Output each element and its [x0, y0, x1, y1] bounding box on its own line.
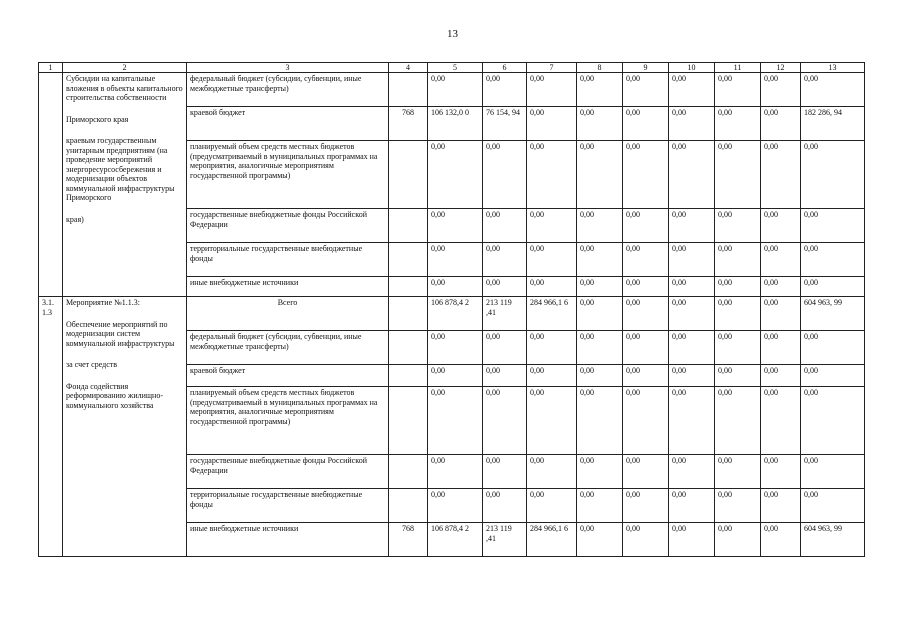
- column-number-13: 13: [801, 63, 865, 73]
- amount-cell: 0,00: [715, 331, 761, 365]
- amount-cell: 0,00: [761, 523, 801, 557]
- description-line: Приморского края: [66, 114, 129, 124]
- amount-cell: 0,00: [623, 277, 669, 297]
- amount-cell: 0,00: [761, 455, 801, 489]
- column-number-1: 1: [39, 63, 63, 73]
- amount-cell: 0,00: [669, 73, 715, 107]
- column-number-3: 3: [187, 63, 389, 73]
- amount-cell: 0,00: [761, 331, 801, 365]
- amount-cell: 0,00: [623, 331, 669, 365]
- amount-cell: 0,00: [577, 365, 623, 387]
- amount-cell: 0,00: [527, 107, 577, 141]
- amount-cell: 0,00: [428, 141, 483, 209]
- amount-cell: 0,00: [577, 107, 623, 141]
- amount-cell: 0,00: [428, 73, 483, 107]
- column-number-6: 6: [483, 63, 527, 73]
- amount-cell: 0,00: [669, 107, 715, 141]
- budget-code: [389, 209, 428, 243]
- amount-cell: 106 878,4 2: [428, 523, 483, 557]
- column-number-4: 4: [389, 63, 428, 73]
- funding-source: краевой бюджет: [187, 365, 389, 387]
- amount-cell: 0,00: [428, 455, 483, 489]
- table-row: [39, 297, 865, 331]
- amount-cell: 0,00: [801, 141, 865, 209]
- budget-code: [389, 387, 428, 455]
- funding-source: государственные внебюджетные фонды Российской Федерации: [187, 209, 389, 243]
- amount-cell: 0,00: [527, 489, 577, 523]
- amount-cell: 0,00: [577, 297, 623, 331]
- amount-cell: 0,00: [428, 277, 483, 297]
- amount-cell: 0,00: [669, 387, 715, 455]
- amount-cell: 106 132,0 0: [428, 107, 483, 141]
- amount-cell: 0,00: [801, 331, 865, 365]
- funding-source: краевой бюджет: [187, 107, 389, 141]
- amount-cell: 76 154, 94: [483, 107, 527, 141]
- amount-cell: 0,00: [715, 489, 761, 523]
- funding-source: планируемый объем средств местных бюджетов (предусматриваемый в муниципальных программах на мероприятия, аналогичные мероприятиям государственной программы): [187, 141, 389, 209]
- amount-cell: 0,00: [623, 209, 669, 243]
- amount-cell: 0,00: [669, 365, 715, 387]
- amount-cell: 0,00: [483, 243, 527, 277]
- funding-source: иные внебюджетные источники: [187, 277, 389, 297]
- amount-cell: 0,00: [761, 209, 801, 243]
- amount-cell: 0,00: [715, 455, 761, 489]
- budget-code: [389, 243, 428, 277]
- item-description: [63, 297, 187, 557]
- amount-cell: 0,00: [623, 107, 669, 141]
- description-line: Субсидии на капитальные вложения в объекты капитального строительства собственности: [66, 74, 183, 102]
- amount-cell: 0,00: [483, 73, 527, 107]
- budget-code: [389, 489, 428, 523]
- amount-cell: 0,00: [801, 365, 865, 387]
- amount-cell: 0,00: [715, 107, 761, 141]
- column-number-9: 9: [623, 63, 669, 73]
- amount-cell: 0,00: [428, 365, 483, 387]
- amount-cell: 0,00: [715, 73, 761, 107]
- amount-cell: 0,00: [483, 209, 527, 243]
- amount-cell: 0,00: [483, 489, 527, 523]
- amount-cell: 0,00: [527, 141, 577, 209]
- amount-cell: 284 966,1 6: [527, 523, 577, 557]
- funding-source: федеральный бюджет (субсидии, субвенции, иные межбюджетные трансферты): [187, 331, 389, 365]
- amount-cell: 0,00: [577, 73, 623, 107]
- description-line: за счет средств: [66, 360, 118, 369]
- amount-cell: 284 966,1 6: [527, 297, 577, 331]
- amount-cell: 0,00: [527, 73, 577, 107]
- amount-cell: 0,00: [527, 209, 577, 243]
- amount-cell: 0,00: [761, 365, 801, 387]
- amount-cell: 0,00: [483, 141, 527, 209]
- description-line: краевым государственным унитарным предприятиям (на проведение мероприятий энергоресурсосбережения и модернизации объектов коммунальной инфраструктуры Приморского: [66, 136, 175, 202]
- item-number: 3.1. 1.3: [39, 297, 63, 557]
- amount-cell: 0,00: [715, 141, 761, 209]
- amount-cell: 0,00: [428, 209, 483, 243]
- amount-cell: 0,00: [669, 277, 715, 297]
- column-number-12: 12: [761, 63, 801, 73]
- amount-cell: 0,00: [761, 387, 801, 455]
- budget-code: [389, 365, 428, 387]
- description-line: Обеспечение мероприятий по модернизации систем коммунальной инфраструктуры: [66, 319, 175, 348]
- amount-cell: 0,00: [577, 277, 623, 297]
- amount-cell: 0,00: [801, 489, 865, 523]
- column-number-8: 8: [577, 63, 623, 73]
- column-number-5: 5: [428, 63, 483, 73]
- amount-cell: 0,00: [761, 73, 801, 107]
- amount-cell: 0,00: [483, 387, 527, 455]
- amount-cell: 0,00: [577, 141, 623, 209]
- amount-cell: 0,00: [715, 523, 761, 557]
- amount-cell: 0,00: [801, 73, 865, 107]
- budget-code: [389, 331, 428, 365]
- amount-cell: 0,00: [623, 455, 669, 489]
- budget-code: [389, 277, 428, 297]
- amount-cell: 0,00: [428, 331, 483, 365]
- amount-cell: 182 286, 94: [801, 107, 865, 141]
- description-line: Мероприятие №1.1.3:: [66, 298, 140, 307]
- amount-cell: 0,00: [715, 387, 761, 455]
- item-number: [39, 73, 63, 297]
- funding-source: территориальные государственные внебюджетные фонды: [187, 489, 389, 523]
- budget-code: [389, 141, 428, 209]
- budget-code: [389, 297, 428, 331]
- amount-cell: 0,00: [428, 387, 483, 455]
- amount-cell: 0,00: [801, 277, 865, 297]
- amount-cell: 0,00: [715, 297, 761, 331]
- amount-cell: 0,00: [577, 489, 623, 523]
- amount-cell: 0,00: [623, 489, 669, 523]
- description-line: края): [66, 214, 84, 224]
- amount-cell: 0,00: [623, 141, 669, 209]
- amount-cell: 213 119 ,41: [483, 297, 527, 331]
- budget-code: 768: [389, 523, 428, 557]
- amount-cell: 0,00: [715, 365, 761, 387]
- amount-cell: 0,00: [527, 277, 577, 297]
- funding-source: Всего: [187, 297, 389, 331]
- amount-cell: 0,00: [761, 277, 801, 297]
- column-number-row: [39, 63, 865, 73]
- amount-cell: 0,00: [669, 523, 715, 557]
- funding-source: планируемый объем средств местных бюджетов (предусматриваемый в муниципальных программах на мероприятия, аналогичные мероприятиям государственной программы): [187, 387, 389, 455]
- amount-cell: 0,00: [527, 331, 577, 365]
- amount-cell: 0,00: [801, 209, 865, 243]
- amount-cell: 0,00: [669, 209, 715, 243]
- amount-cell: 0,00: [527, 365, 577, 387]
- amount-cell: 0,00: [483, 277, 527, 297]
- amount-cell: 0,00: [483, 455, 527, 489]
- amount-cell: 0,00: [669, 243, 715, 277]
- amount-cell: 0,00: [577, 455, 623, 489]
- amount-cell: 213 119 ,41: [483, 523, 527, 557]
- description-line: Фонда содействия реформированию жилищно-коммунального хозяйства: [66, 381, 164, 410]
- funding-source: федеральный бюджет (субсидии, субвенции, иные межбюджетные трансферты): [187, 73, 389, 107]
- amount-cell: 0,00: [577, 243, 623, 277]
- amount-cell: 0,00: [761, 297, 801, 331]
- amount-cell: 0,00: [623, 297, 669, 331]
- amount-cell: 0,00: [761, 107, 801, 141]
- amount-cell: 0,00: [761, 243, 801, 277]
- amount-cell: 0,00: [527, 387, 577, 455]
- funding-source: государственные внебюджетные фонды Российской Федерации: [187, 455, 389, 489]
- budget-table: [38, 62, 865, 557]
- funding-source: территориальные государственные внебюджетные фонды: [187, 243, 389, 277]
- budget-code: 768: [389, 107, 428, 141]
- amount-cell: 604 963, 99: [801, 523, 865, 557]
- amount-cell: 0,00: [527, 455, 577, 489]
- amount-cell: 0,00: [801, 455, 865, 489]
- amount-cell: 604 963, 99: [801, 297, 865, 331]
- amount-cell: 0,00: [623, 523, 669, 557]
- column-number-2: 2: [63, 63, 187, 73]
- budget-code: [389, 73, 428, 107]
- item-description: [63, 73, 187, 297]
- amount-cell: 106 878,4 2: [428, 297, 483, 331]
- column-number-10: 10: [669, 63, 715, 73]
- funding-source: иные внебюджетные источники: [187, 523, 389, 557]
- amount-cell: 0,00: [428, 243, 483, 277]
- amount-cell: 0,00: [669, 141, 715, 209]
- amount-cell: 0,00: [669, 489, 715, 523]
- amount-cell: 0,00: [715, 209, 761, 243]
- amount-cell: 0,00: [527, 243, 577, 277]
- amount-cell: 0,00: [428, 489, 483, 523]
- amount-cell: 0,00: [623, 387, 669, 455]
- amount-cell: 0,00: [761, 489, 801, 523]
- amount-cell: 0,00: [715, 277, 761, 297]
- amount-cell: 0,00: [801, 243, 865, 277]
- amount-cell: 0,00: [761, 141, 801, 209]
- amount-cell: 0,00: [801, 387, 865, 455]
- amount-cell: 0,00: [669, 455, 715, 489]
- page-number: 13: [447, 28, 458, 40]
- amount-cell: 0,00: [669, 331, 715, 365]
- amount-cell: 0,00: [623, 365, 669, 387]
- column-number-11: 11: [715, 63, 761, 73]
- amount-cell: 0,00: [483, 331, 527, 365]
- amount-cell: 0,00: [577, 387, 623, 455]
- amount-cell: 0,00: [483, 365, 527, 387]
- column-number-7: 7: [527, 63, 577, 73]
- table-row: [39, 73, 865, 107]
- amount-cell: 0,00: [669, 297, 715, 331]
- amount-cell: 0,00: [715, 243, 761, 277]
- amount-cell: 0,00: [623, 73, 669, 107]
- amount-cell: 0,00: [577, 209, 623, 243]
- amount-cell: 0,00: [577, 523, 623, 557]
- budget-code: [389, 455, 428, 489]
- amount-cell: 0,00: [623, 243, 669, 277]
- amount-cell: 0,00: [577, 331, 623, 365]
